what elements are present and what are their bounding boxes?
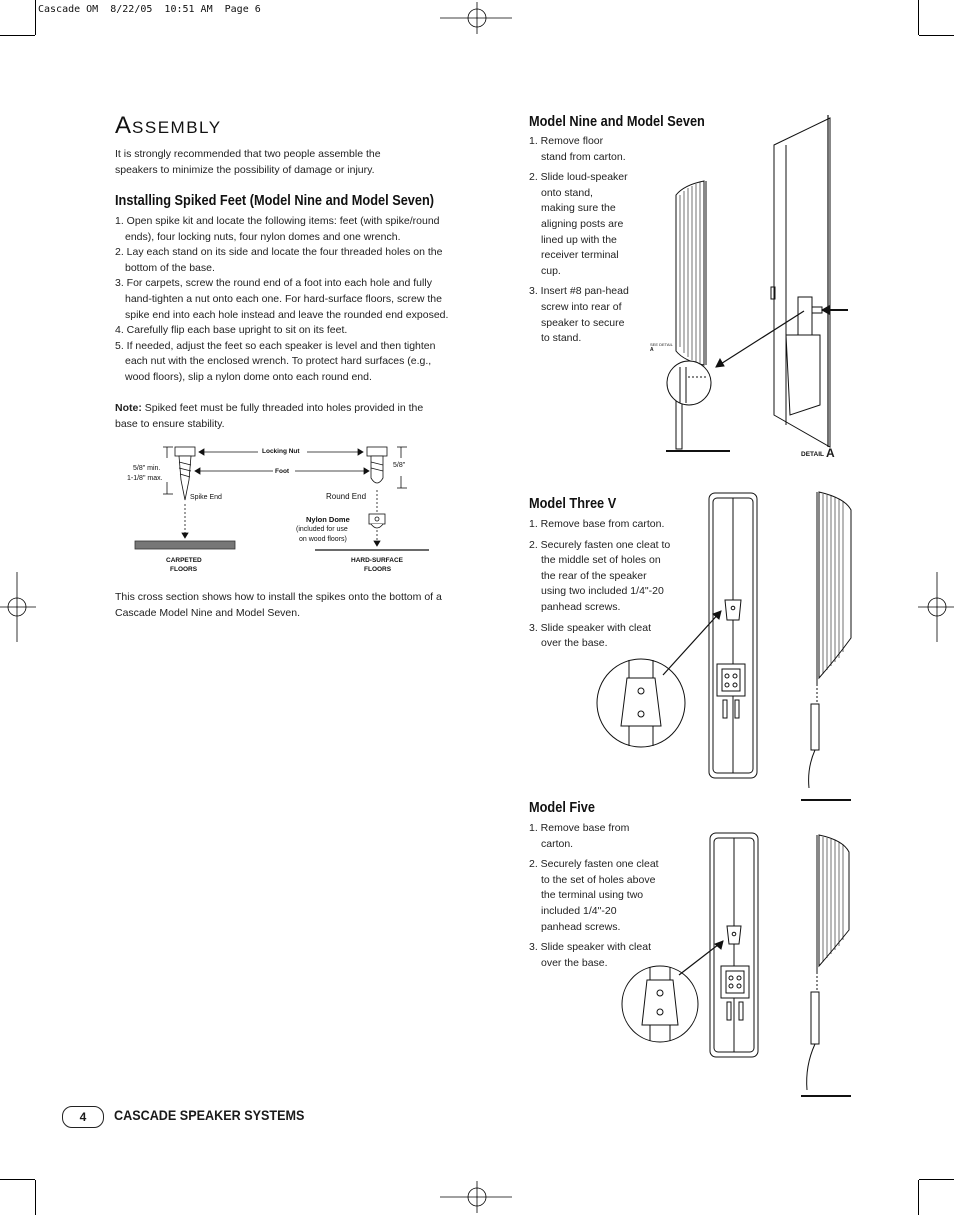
hard-label-1: HARD-SURFACE [351, 557, 403, 564]
feet-step-2: 2. Lay each stand on its side and locate the four threaded holes on the bottom of the base. [115, 246, 443, 274]
model-nine-step-3: 3. Insert #8 pan-head screw into rear of speaker to secure to stand. [529, 285, 629, 345]
feet-note: Note: Spiked feet must be fully threaded into holes provided in the base to ensure stability. [115, 402, 424, 430]
model-nine-step-1: 1. Remove floor stand from carton. [529, 135, 626, 163]
round-end-label: Round End [326, 492, 367, 501]
detail-label: DETAIL [801, 451, 824, 458]
feet-step-3: 3. For carpets, screw the round end of a foot into each hole and fully hand-tighten a nut onto each one. For hard-surface floors, screw the spike end into each hole instead and leave the rounded end exposed. [115, 277, 449, 321]
nylon-note-1: (included for use [296, 526, 348, 533]
spike-end-label: Spike End [190, 494, 222, 501]
nylon-dome-label: Nylon Dome [306, 515, 350, 524]
nylon-note-2: on wood floors) [299, 536, 347, 543]
model-five-illustration [615, 830, 865, 1105]
feet-step-4: 4. Carefully flip each base upright to sit on its feet. [115, 324, 348, 337]
print-slug: Cascade OM 8/22/05 10:51 AM Page 6 [38, 4, 261, 15]
model-five-step-2: 2. Securely fasten one cleat to the set of holes above the terminal using two included 1/4"-20 panhead screws. [529, 858, 659, 933]
model-three-step-3: 3. Slide speaker with cleat over the base. [529, 621, 651, 650]
cross-section-text: This cross section shows how to install the spikes onto the bottom of a Cascade Model Nine and Model Seven. [115, 591, 442, 619]
model-nine-illustration [640, 115, 900, 460]
detail-letter: A [826, 446, 835, 460]
see-detail-letter: A [650, 347, 654, 353]
intro-text: It is strongly recommended that two people assemble the speakers to minimize the possibility of damage or injury. [115, 148, 381, 176]
feet-step-5: 5. If needed, adjust the feet so each speaker is level and then tighten each nut with the enclosed wrench. To protect hard surfaces (e.g., wood floors), slip a nylon dome onto each round end. [115, 339, 436, 383]
page-title: ASSEMBLY [115, 112, 222, 139]
page-number: 4 [62, 1106, 104, 1128]
see-detail-label: SEE DETAIL [650, 342, 673, 347]
model-five-step-3: 3. Slide speaker with cleat over the base. [529, 941, 651, 969]
foot-label: Foot [275, 468, 290, 475]
min-label: 5/8" min. [133, 465, 161, 472]
model-nine-steps [529, 134, 629, 352]
feet-step-1: 1. Open spike kit and locate the following items: feet (with spike/round ends), four locking nuts, four nylon domes and one wrench. [115, 215, 440, 243]
model-nine-heading: Model Nine and Model Seven [529, 114, 705, 130]
model-five-heading: Model Five [529, 800, 595, 816]
feet-steps [115, 214, 455, 386]
feet-heading: Installing Spiked Feet (Model Nine and Model Seven) [115, 193, 435, 209]
max-label: 1-1/8" max. [127, 475, 163, 482]
model-three-illustration [595, 488, 855, 808]
model-five-step-1: 1. Remove base from carton. [529, 822, 630, 850]
model-nine-step-2: 2. Slide loud-speaker onto stand, making sure the aligning posts are lined up with the receiver terminal cup. [529, 171, 628, 277]
model-three-heading: Model Three V [529, 496, 617, 512]
model-three-step-1: 1. Remove base from carton. [529, 518, 665, 530]
five-eighths-label: 5/8" [393, 462, 406, 469]
footer-title: CASCADE SPEAKER SYSTEMS [114, 1107, 305, 1123]
carpeted-label-2: FLOORS [170, 566, 198, 573]
carpeted-label-1: CARPETED [166, 557, 202, 564]
locking-nut-label: Locking Nut [262, 448, 300, 455]
model-three-step-2: 2. Securely fasten one cleat to the middle set of holes on the rear of the speaker using two included 1/4"-20 panhead screws. [529, 538, 671, 613]
hard-label-2: FLOORS [364, 566, 392, 573]
